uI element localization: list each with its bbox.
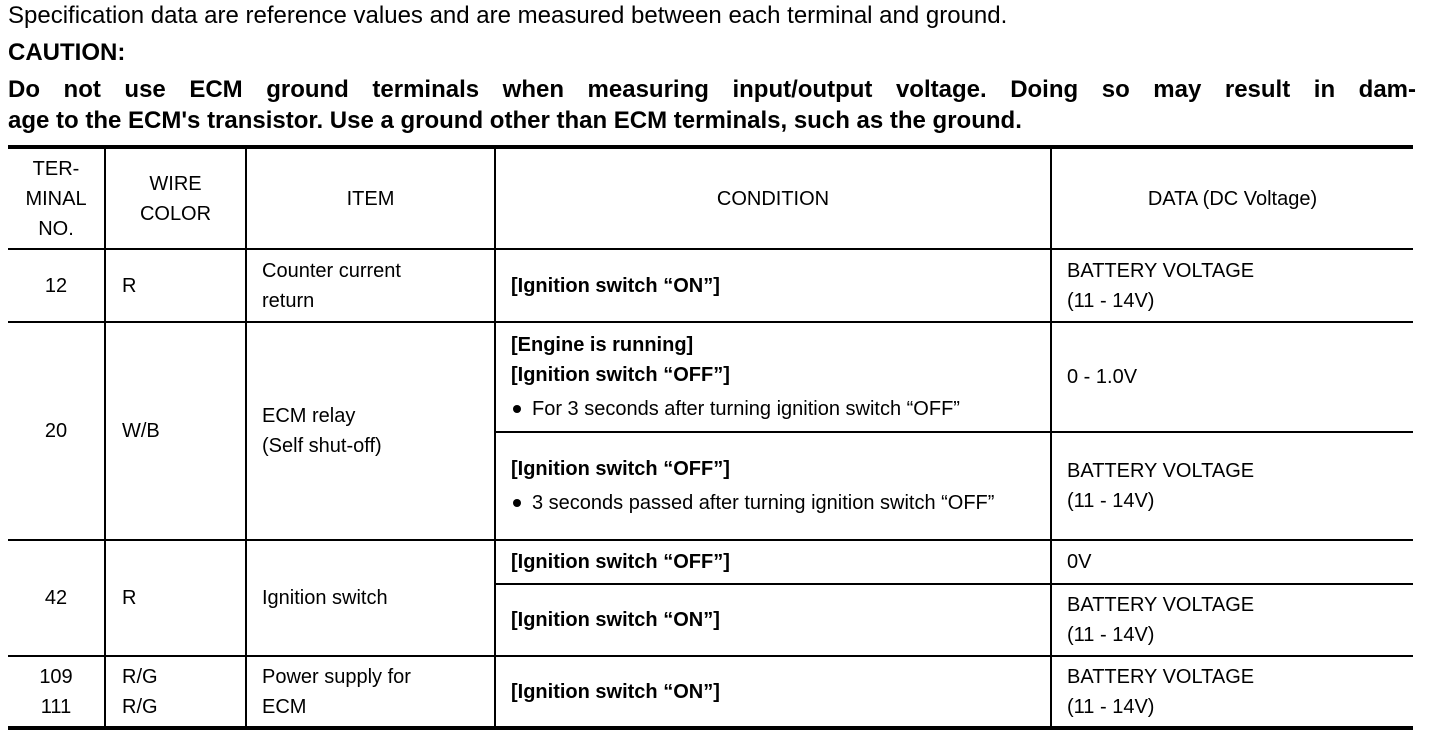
intro-text: Specification data are reference values and are measured between each terminal and ground. — [8, 2, 1008, 29]
condition-cell — [495, 432, 1051, 540]
condition-text: [Ignition switch “OFF”] — [511, 364, 730, 386]
condition-bullet-text: For 3 seconds after turning ignition switch “OFF” — [532, 398, 960, 420]
caution-body — [8, 74, 1416, 136]
wire-color-cell — [105, 249, 246, 322]
condition-bullet — [511, 488, 1050, 518]
data-cell — [1051, 540, 1413, 584]
data-value: (11 - 14V) — [1067, 695, 1155, 718]
data-cell — [1051, 584, 1413, 656]
wire-color-cell — [105, 322, 246, 540]
data-value: BATTERY VOLTAGE — [1067, 594, 1255, 616]
terminal-number: 109 — [39, 665, 73, 688]
header-wire-line: COLOR — [139, 202, 212, 225]
terminal-cell — [8, 540, 105, 656]
wire-color: R/G — [122, 665, 158, 688]
table-row — [8, 249, 1413, 322]
condition-cell — [495, 249, 1051, 322]
condition-cell — [495, 322, 1051, 432]
header-item: ITEM — [246, 147, 495, 249]
header-terminal-line: NO. — [38, 217, 74, 240]
header-wire-color — [105, 147, 246, 249]
item-text: ECM relay — [262, 405, 356, 427]
condition-cell — [495, 656, 1051, 728]
ecm-terminal-spec-table — [8, 145, 1413, 730]
caution-title: CAUTION: — [8, 39, 126, 66]
item-text: ECM — [262, 695, 307, 718]
header-terminal-line: TER- — [32, 157, 80, 180]
caution-line-1: Do not use ECM ground terminals when measuring input/output voltage. Doing so may result in dam- — [8, 76, 1416, 103]
condition-bullet-text: 3 seconds passed after turning ignition switch “OFF” — [532, 492, 995, 514]
condition-cell — [495, 584, 1051, 656]
data-value: (11 - 14V) — [1067, 624, 1155, 646]
terminal-number: 111 — [40, 695, 72, 718]
table-header-row — [8, 147, 1413, 249]
terminal-number: 42 — [44, 587, 68, 609]
header-terminal-no — [8, 147, 105, 249]
item-cell — [246, 322, 495, 540]
table-row — [8, 540, 1413, 584]
wire-color-cell — [105, 656, 246, 728]
wire-color-cell — [105, 540, 246, 656]
terminal-number: 20 — [44, 420, 68, 442]
bullet-dot-icon — [513, 499, 521, 507]
condition-bullet — [511, 394, 1050, 424]
condition-text: [Ignition switch “OFF”] — [511, 551, 730, 573]
data-cell — [1051, 322, 1413, 432]
terminal-cell — [8, 249, 105, 322]
item-text: Power supply for — [262, 665, 411, 688]
condition-text: [Ignition switch “ON”] — [511, 274, 720, 297]
item-text: (Self shut-off) — [262, 435, 382, 457]
wire-color: R — [122, 587, 137, 609]
condition-text: [Engine is running] — [511, 334, 694, 356]
item-text: return — [262, 289, 315, 312]
caution-line-2: age to the ECM's transistor. Use a ground other than ECM terminals, such as the ground. — [8, 107, 1022, 134]
wire-color: R — [122, 274, 137, 297]
data-cell — [1051, 656, 1413, 728]
header-wire-line: WIRE — [149, 172, 202, 195]
data-value: (11 - 14V) — [1067, 289, 1155, 312]
item-text: Ignition switch — [262, 587, 388, 609]
data-value: 0V — [1067, 551, 1092, 573]
condition-text: [Ignition switch “ON”] — [511, 680, 720, 703]
header-data: DATA (DC Voltage) — [1051, 147, 1413, 249]
data-value: BATTERY VOLTAGE — [1067, 259, 1255, 282]
data-value: (11 - 14V) — [1067, 490, 1155, 512]
condition-text: [Ignition switch “OFF”] — [511, 458, 730, 480]
data-value: BATTERY VOLTAGE — [1067, 460, 1255, 482]
data-cell — [1051, 432, 1413, 540]
terminal-cell — [8, 322, 105, 540]
item-text: Counter current — [262, 259, 401, 282]
item-cell — [246, 540, 495, 656]
table-row — [8, 322, 1413, 432]
header-terminal-line: MINAL — [25, 187, 87, 210]
data-value: BATTERY VOLTAGE — [1067, 665, 1255, 688]
table-row — [8, 656, 1413, 728]
terminal-cell — [8, 656, 105, 728]
wire-color: R/G — [122, 695, 158, 718]
data-value: 0 - 1.0V — [1067, 366, 1138, 388]
wire-color: W/B — [122, 420, 160, 442]
header-condition: CONDITION — [495, 147, 1051, 249]
data-cell — [1051, 249, 1413, 322]
terminal-number: 12 — [44, 274, 68, 297]
item-cell — [246, 656, 495, 728]
item-cell — [246, 249, 495, 322]
condition-text: [Ignition switch “ON”] — [511, 609, 720, 631]
bullet-dot-icon — [513, 405, 521, 413]
condition-cell — [495, 540, 1051, 584]
